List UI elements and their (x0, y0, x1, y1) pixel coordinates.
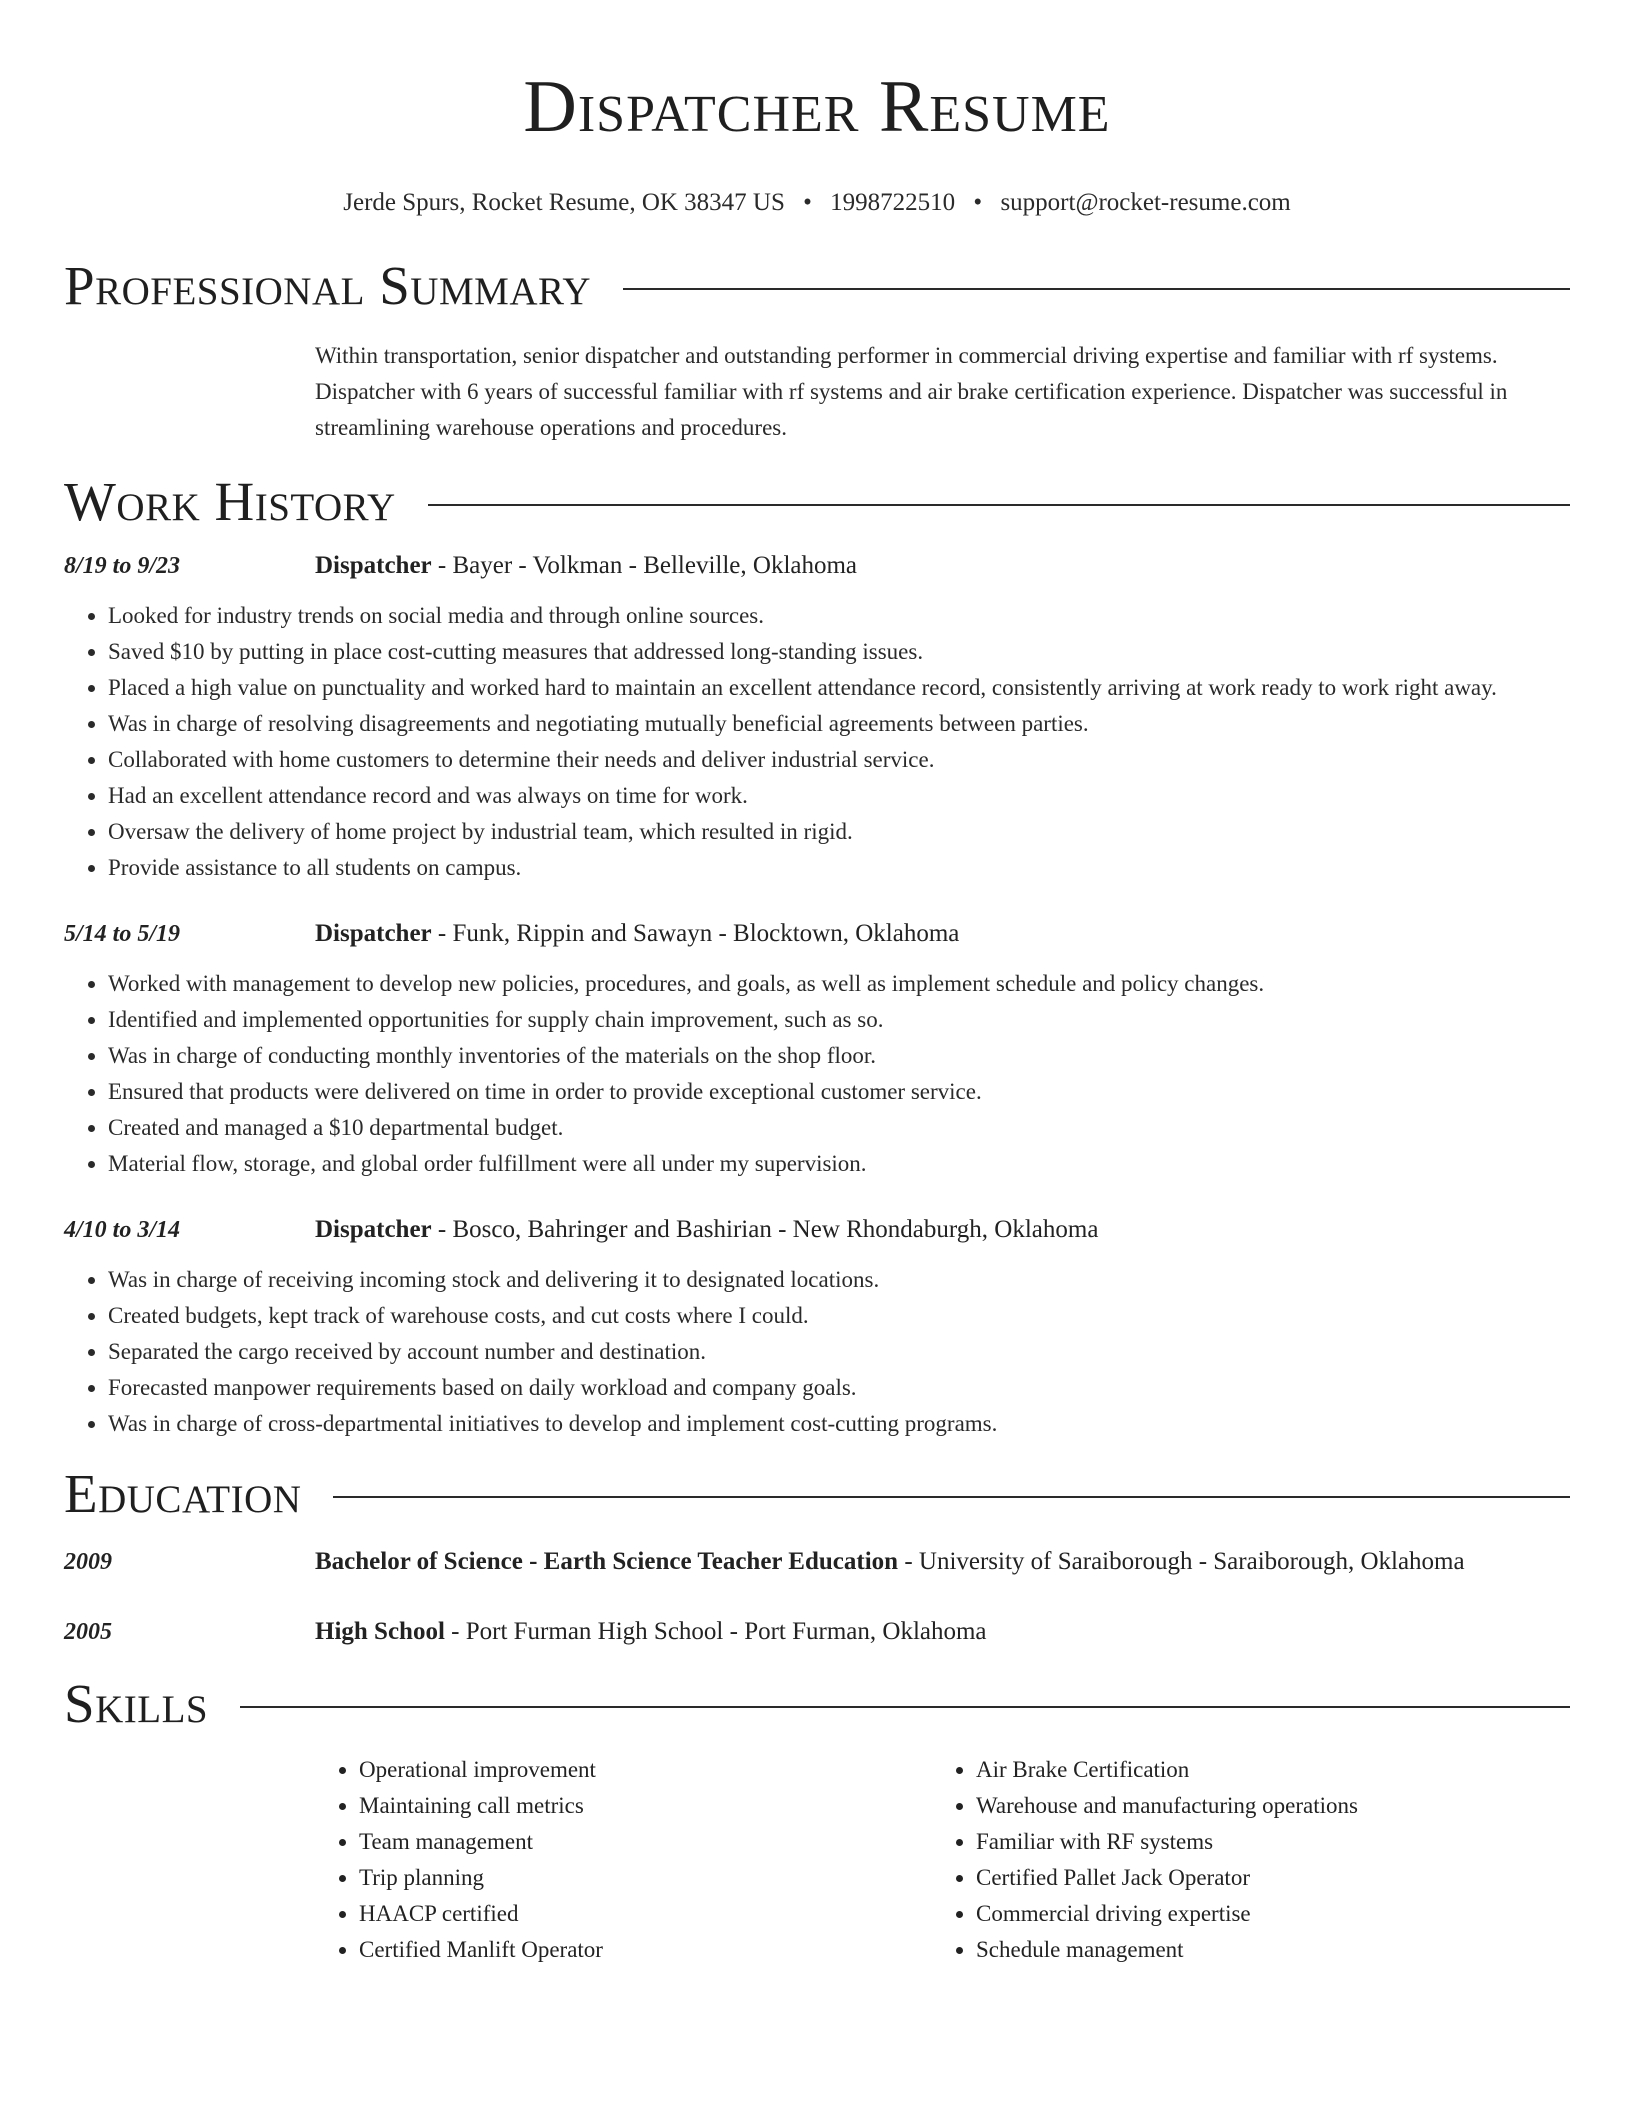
job-bullet: • Was in charge of cross-departmental initiatives to develop and implement cost-cutting programs. (108, 1406, 1570, 1442)
education-details: - University of Saraiborough - Saraiborough, Oklahoma (898, 1548, 1465, 1575)
skills-column-1 (315, 1752, 932, 1968)
job-title: Dispatcher (315, 552, 432, 579)
education-entry (64, 1544, 1570, 1580)
section-divider (333, 1496, 1570, 1498)
job-entry (64, 548, 1570, 886)
education-line (315, 1614, 987, 1650)
job-bullet: • Created and managed a $10 departmental budget. (108, 1110, 1570, 1146)
contact-address: Jerde Spurs, Rocket Resume, OK 38347 US (343, 189, 785, 216)
skills-heading: Skills (64, 1673, 209, 1734)
job-bullet: • Material flow, storage, and global order fulfillment were all under my supervision. (108, 1146, 1570, 1182)
skills-column-2 (932, 1752, 1496, 1968)
contact-phone: 1998722510 (830, 189, 956, 216)
skill-item: • Certified Pallet Jack Operator (976, 1860, 1496, 1896)
skill-item: • Maintaining call metrics (359, 1788, 932, 1824)
job-bullets (64, 966, 1570, 1182)
education-line (315, 1544, 1465, 1580)
job-bullet: • Identified and implemented opportunities for supply chain improvement, such as so. (108, 1002, 1570, 1038)
resume-title: Dispatcher Resume (523, 66, 1111, 148)
education-degree: High School (315, 1618, 445, 1645)
summary-text: Within transportation, senior dispatcher and outstanding performer in commercial driving expertise and familiar with rf systems. Dispatcher with 6 years of successful familiar with rf systems and air brake certification experience. Dispatcher was successful in streamlining warehouse operations and procedures. (315, 343, 1508, 440)
job-bullet: • Looked for industry trends on social media and through online sources. (108, 598, 1570, 634)
resume-page (64, 0, 1570, 1968)
job-details: - Bosco, Bahringer and Bashirian - New Rhondaburgh, Oklahoma (431, 1216, 1099, 1243)
job-bullet: • Oversaw the delivery of home project by industrial team, which resulted in rigid. (108, 814, 1570, 850)
job-heading (315, 1212, 1098, 1248)
contact-email: support@rocket-resume.com (1000, 189, 1291, 216)
skill-item: • Familiar with RF systems (976, 1824, 1496, 1860)
job-heading (315, 548, 857, 584)
job-title: Dispatcher (315, 920, 432, 947)
job-bullet: • Was in charge of receiving incoming stock and delivering it to designated locations. (108, 1262, 1570, 1298)
skill-item: • Operational improvement (359, 1752, 932, 1788)
skills-section-header (64, 1672, 1570, 1736)
job-dates: 8/19 to 9/23 (64, 553, 181, 579)
skills-list (315, 1752, 1570, 1968)
summary-heading: Professional Summary (64, 255, 592, 316)
job-heading (315, 916, 959, 952)
job-bullet: • Placed a high value on punctuality and worked hard to maintain an excellent attendance record, consistently arriving at work ready to work right away. (108, 670, 1570, 706)
summary-section-header (64, 254, 1570, 318)
education-year: 2005 (64, 1619, 112, 1645)
section-divider (428, 504, 1570, 506)
job-dates: 5/14 to 5/19 (64, 921, 181, 947)
job-bullet: • Collaborated with home customers to determine their needs and deliver industrial service. (108, 742, 1570, 778)
contact-separator: • (803, 189, 812, 216)
job-dates: 4/10 to 3/14 (64, 1217, 181, 1243)
job-bullet: • Forecasted manpower requirements based on daily workload and company goals. (108, 1370, 1570, 1406)
job-bullet: • Was in charge of conducting monthly inventories of the materials on the shop floor. (108, 1038, 1570, 1074)
skill-item: • Schedule management (976, 1932, 1496, 1968)
skill-item: • Trip planning (359, 1860, 932, 1896)
job-bullet: • Saved $10 by putting in place cost-cutting measures that addressed long-standing issues. (108, 634, 1570, 670)
contact-line (64, 186, 1570, 220)
education-section-header (64, 1462, 1570, 1526)
section-divider (623, 288, 1570, 290)
job-bullet: • Was in charge of resolving disagreements and negotiating mutually beneficial agreements between parties. (108, 706, 1570, 742)
education-details: - Port Furman High School - Port Furman, Oklahoma (444, 1618, 987, 1645)
job-bullet: • Created budgets, kept track of warehouse costs, and cut costs where I could. (108, 1298, 1570, 1334)
education-entry (64, 1614, 1570, 1650)
education-degree: Bachelor of Science - Earth Science Teacher Education (315, 1548, 899, 1575)
skill-item: • Warehouse and manufacturing operations (976, 1788, 1496, 1824)
job-bullet: • Worked with management to develop new policies, procedures, and goals, as well as implement schedule and policy changes. (108, 966, 1570, 1002)
contact-separator: • (973, 189, 983, 216)
job-entry (64, 1212, 1570, 1442)
work-heading: Work History (64, 471, 396, 532)
job-bullet: • Ensured that products were delivered on time in order to provide exceptional customer service. (108, 1074, 1570, 1110)
job-bullets (64, 598, 1570, 886)
job-bullet: • Separated the cargo received by account number and destination. (108, 1334, 1570, 1370)
job-title: Dispatcher (315, 1216, 432, 1243)
work-section-header (64, 470, 1570, 534)
skill-item: • Team management (359, 1824, 932, 1860)
skill-item: • Commercial driving expertise (976, 1896, 1496, 1932)
education-heading: Education (64, 1463, 302, 1524)
section-divider (240, 1706, 1570, 1708)
job-details: - Funk, Rippin and Sawayn - Blocktown, Oklahoma (431, 920, 960, 947)
job-bullet: • Provide assistance to all students on campus. (108, 850, 1570, 886)
skill-item: • Air Brake Certification (976, 1752, 1496, 1788)
job-bullets (64, 1262, 1570, 1442)
education-year: 2009 (64, 1549, 112, 1575)
job-details: - Bayer - Volkman - Belleville, Oklahoma (431, 552, 858, 579)
skill-item: • HAACP certified (359, 1896, 932, 1932)
job-bullet: • Had an excellent attendance record and was always on time for work. (108, 778, 1570, 814)
job-entry (64, 916, 1570, 1182)
skill-item: • Certified Manlift Operator (359, 1932, 932, 1968)
